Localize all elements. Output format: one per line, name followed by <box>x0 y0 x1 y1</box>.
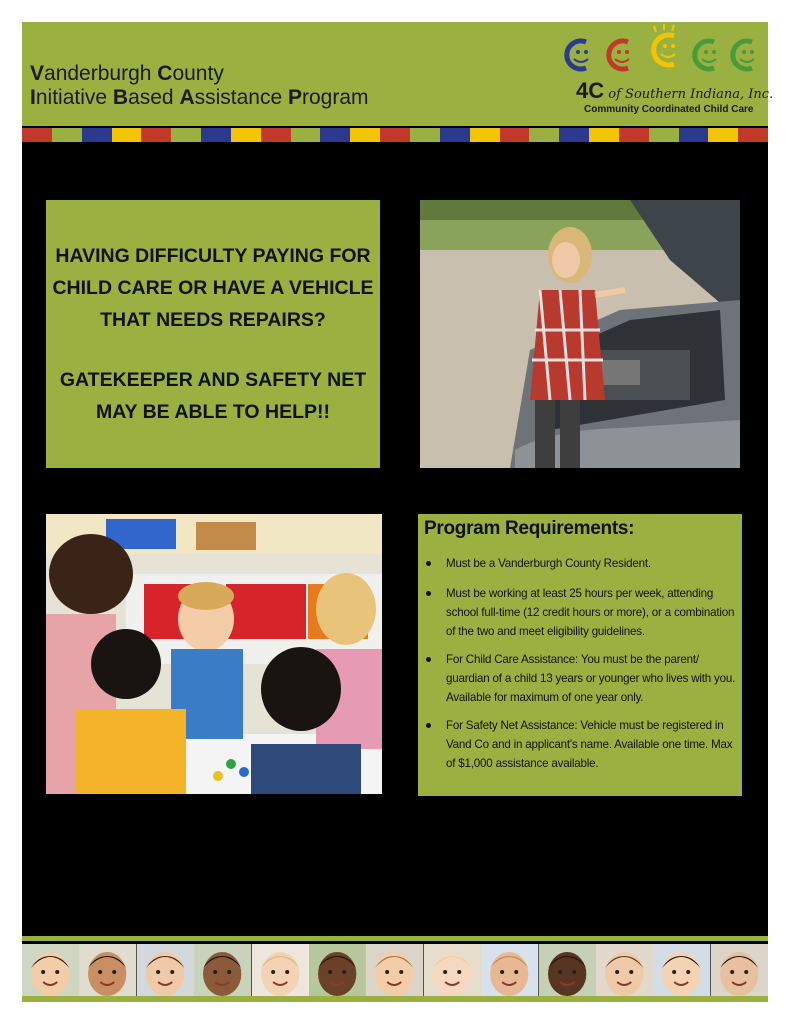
stripe-segment <box>529 128 559 142</box>
stripe-segment <box>22 128 52 142</box>
stripe-segment <box>231 128 261 142</box>
headline-answer-1: GATEKEEPER AND SAFETY NET <box>59 369 367 391</box>
footer-divider <box>22 936 768 941</box>
children-classroom-photo <box>46 514 382 794</box>
headline-question-1: HAVING DIFFICULTY PAYING FOR <box>55 245 371 267</box>
requirement-item: Must be a Vanderburgh County Resident. <box>424 554 736 573</box>
child-face-photo <box>22 944 79 996</box>
header-banner <box>22 22 774 126</box>
requirements-list <box>424 554 736 782</box>
stripe-segment <box>500 128 530 142</box>
stripe-segment <box>82 128 112 142</box>
stripe-segment <box>171 128 201 142</box>
child-face-photo <box>653 944 710 996</box>
child-face-photo <box>79 944 136 996</box>
child-face-photo <box>539 944 596 996</box>
stripe-segment <box>470 128 500 142</box>
child-face-photo <box>137 944 194 996</box>
color-stripe <box>22 128 768 142</box>
child-face-photo <box>711 944 768 996</box>
headline-answer-2: MAY BE ABLE TO HELP!! <box>95 401 331 423</box>
stripe-segment <box>141 128 171 142</box>
stripe-segment <box>410 128 440 142</box>
title-line-2: Initiative Based Assistance Program <box>30 86 369 109</box>
logo-subtitle: Community Coordinated Child Care <box>584 104 754 115</box>
stripe-segment <box>649 128 679 142</box>
stripe-segment <box>201 128 231 142</box>
stripe-segment <box>320 128 350 142</box>
stripe-segment <box>291 128 321 142</box>
stripe-segment <box>440 128 470 142</box>
stripe-segment <box>708 128 738 142</box>
headline-question-3: THAT NEEDS REPAIRS? <box>100 309 326 331</box>
bottom-divider <box>22 996 768 1002</box>
woman-car-photo <box>420 200 740 468</box>
stripe-segment <box>112 128 142 142</box>
children-faces-strip <box>22 944 768 996</box>
stripe-segment <box>380 128 410 142</box>
child-face-photo <box>194 944 251 996</box>
stripe-segment <box>589 128 619 142</box>
requirement-item: For Child Care Assistance: You must be the parent/ guardian of a child 13 years or younger who lives with you. Available for maximum of one year only. <box>424 650 736 707</box>
flyer-frame <box>22 22 774 1002</box>
child-face-photo <box>424 944 481 996</box>
requirement-item: Must be working at least 25 hours per week, attending school full-time (12 credit hours or more), or a combination of the two and meet eligibility guidelines. <box>424 584 736 641</box>
stripe-segment <box>350 128 380 142</box>
child-face-photo <box>596 944 653 996</box>
child-face-photo <box>252 944 309 996</box>
child-face-photo <box>481 944 538 996</box>
title-line-1: Vanderburgh County <box>30 62 224 85</box>
stripe-segment <box>619 128 649 142</box>
requirements-panel <box>418 514 742 796</box>
headline-panel <box>46 200 380 468</box>
headline-question-2: CHILD CARE OR HAVE A VEHICLE <box>52 277 374 299</box>
stripe-segment <box>52 128 82 142</box>
stripe-segment <box>261 128 291 142</box>
child-face-photo <box>366 944 423 996</box>
stripe-segment <box>559 128 589 142</box>
stripe-segment <box>738 128 768 142</box>
stripe-segment <box>679 128 709 142</box>
smiley-faces-icon <box>564 24 764 76</box>
4c-logo <box>564 24 774 122</box>
child-face-photo <box>309 944 366 996</box>
logo-wordmark: 4C of Southern Indiana, Inc. <box>576 78 774 103</box>
requirements-title: Program Requirements: <box>424 518 635 539</box>
program-title <box>30 62 369 110</box>
requirement-item: For Safety Net Assistance: Vehicle must be registered in Vand Co and in applicant's name. Available one time. Max of $1,000 assistance available. <box>424 716 736 773</box>
